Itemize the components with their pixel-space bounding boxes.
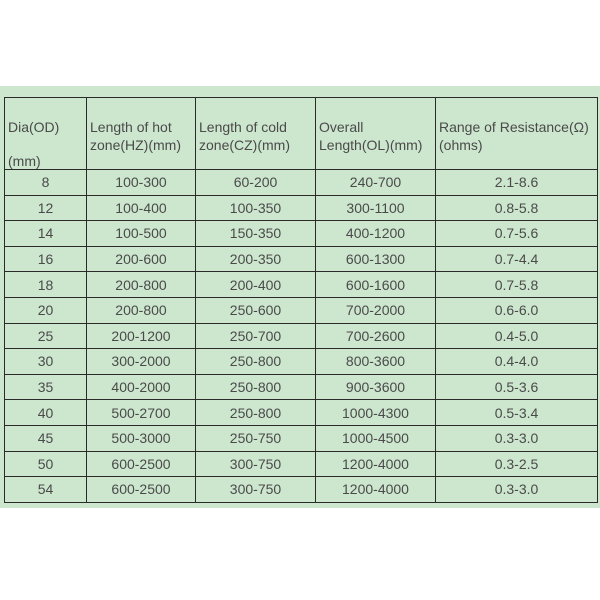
cell-overall-length: 400-1200: [316, 221, 436, 247]
cell-overall-length: 1200-4000: [316, 477, 436, 503]
cell-diameter: 50: [5, 451, 87, 477]
cell-diameter: 16: [5, 246, 87, 272]
table-row: [5, 477, 598, 503]
header-hot-zone-line1: Length of hot: [90, 119, 172, 135]
header-resistance-line1: Range of Resistance(Ω): [439, 119, 589, 135]
cell-overall-length: 700-2000: [316, 297, 436, 323]
cell-cold-zone: 200-400: [196, 272, 316, 298]
header-resistance-line2: (ohms): [439, 137, 483, 153]
cell-diameter: 20: [5, 297, 87, 323]
cell-diameter: 30: [5, 349, 87, 375]
cell-overall-length: 700-2600: [316, 323, 436, 349]
cell-hot-zone: 100-300: [87, 170, 196, 196]
cell-overall-length: 800-3600: [316, 349, 436, 375]
cell-overall-length: 600-1600: [316, 272, 436, 298]
header-overall-length-line2: Length(OL)(mm): [319, 137, 423, 153]
cell-resistance: 0.5-3.6: [436, 374, 598, 400]
table-row: [5, 323, 598, 349]
cell-overall-length: 1200-4000: [316, 451, 436, 477]
cell-resistance: 0.3-3.0: [436, 477, 598, 503]
table-row: [5, 400, 598, 426]
cell-hot-zone: 400-2000: [87, 374, 196, 400]
cell-diameter: 25: [5, 323, 87, 349]
table-row: [5, 349, 598, 375]
cell-resistance: 0.3-3.0: [436, 425, 598, 451]
cell-cold-zone: 200-350: [196, 246, 316, 272]
cell-diameter: 14: [5, 221, 87, 247]
cell-hot-zone: 500-2700: [87, 400, 196, 426]
cell-diameter: 12: [5, 195, 87, 221]
header-hot-zone: [87, 98, 196, 170]
cell-cold-zone: 250-750: [196, 425, 316, 451]
cell-resistance: 0.4-5.0: [436, 323, 598, 349]
heating-element-spec-table: [4, 97, 598, 503]
cell-diameter: 35: [5, 374, 87, 400]
cell-cold-zone: 150-350: [196, 221, 316, 247]
cell-overall-length: 240-700: [316, 170, 436, 196]
cell-overall-length: 300-1100: [316, 195, 436, 221]
cell-diameter: 40: [5, 400, 87, 426]
cell-overall-length: 600-1300: [316, 246, 436, 272]
cell-hot-zone: 300-2000: [87, 349, 196, 375]
cell-resistance: 0.7-5.6: [436, 221, 598, 247]
cell-overall-length: 1000-4500: [316, 425, 436, 451]
header-diameter: [5, 98, 87, 170]
cell-resistance: 0.4-4.0: [436, 349, 598, 375]
cell-diameter: 54: [5, 477, 87, 503]
cell-hot-zone: 600-2500: [87, 477, 196, 503]
header-cold-zone-line1: Length of cold: [199, 119, 287, 135]
cell-hot-zone: 200-600: [87, 246, 196, 272]
header-resistance: [436, 98, 598, 170]
cell-cold-zone: 250-600: [196, 297, 316, 323]
header-cold-zone: [196, 98, 316, 170]
cell-resistance: 0.7-4.4: [436, 246, 598, 272]
cell-cold-zone: 250-800: [196, 374, 316, 400]
header-diameter-unit: (mm): [8, 153, 41, 169]
cell-hot-zone: 600-2500: [87, 451, 196, 477]
cell-diameter: 8: [5, 170, 87, 196]
cell-resistance: 0.6-6.0: [436, 297, 598, 323]
cell-hot-zone: 100-400: [87, 195, 196, 221]
cell-cold-zone: 300-750: [196, 477, 316, 503]
cell-cold-zone: 60-200: [196, 170, 316, 196]
cell-cold-zone: 250-700: [196, 323, 316, 349]
table-row: [5, 221, 598, 247]
cell-hot-zone: 200-800: [87, 272, 196, 298]
cell-resistance: 0.3-2.5: [436, 451, 598, 477]
table-row: [5, 451, 598, 477]
cell-cold-zone: 100-350: [196, 195, 316, 221]
cell-diameter: 18: [5, 272, 87, 298]
cell-cold-zone: 250-800: [196, 400, 316, 426]
table-row: [5, 272, 598, 298]
cell-resistance: 0.8-5.8: [436, 195, 598, 221]
cell-overall-length: 900-3600: [316, 374, 436, 400]
table-row: [5, 425, 598, 451]
cell-resistance: 0.7-5.8: [436, 272, 598, 298]
cell-hot-zone: 200-1200: [87, 323, 196, 349]
cell-hot-zone: 500-3000: [87, 425, 196, 451]
table-row: [5, 170, 598, 196]
header-diameter-label: Dia(OD): [8, 119, 60, 135]
cell-resistance: 0.5-3.4: [436, 400, 598, 426]
table-row: [5, 297, 598, 323]
header-cold-zone-line2: zone(CZ)(mm): [199, 137, 290, 153]
cell-overall-length: 1000-4300: [316, 400, 436, 426]
header-overall-length: [316, 98, 436, 170]
header-row: [5, 98, 598, 170]
header-hot-zone-line2: zone(HZ)(mm): [90, 137, 181, 153]
cell-cold-zone: 250-800: [196, 349, 316, 375]
table-row: [5, 246, 598, 272]
cell-hot-zone: 200-800: [87, 297, 196, 323]
cell-cold-zone: 300-750: [196, 451, 316, 477]
header-overall-length-line1: Overall: [319, 119, 364, 135]
table-row: [5, 374, 598, 400]
cell-hot-zone: 100-500: [87, 221, 196, 247]
cell-resistance: 2.1-8.6: [436, 170, 598, 196]
cell-diameter: 45: [5, 425, 87, 451]
table-row: [5, 195, 598, 221]
